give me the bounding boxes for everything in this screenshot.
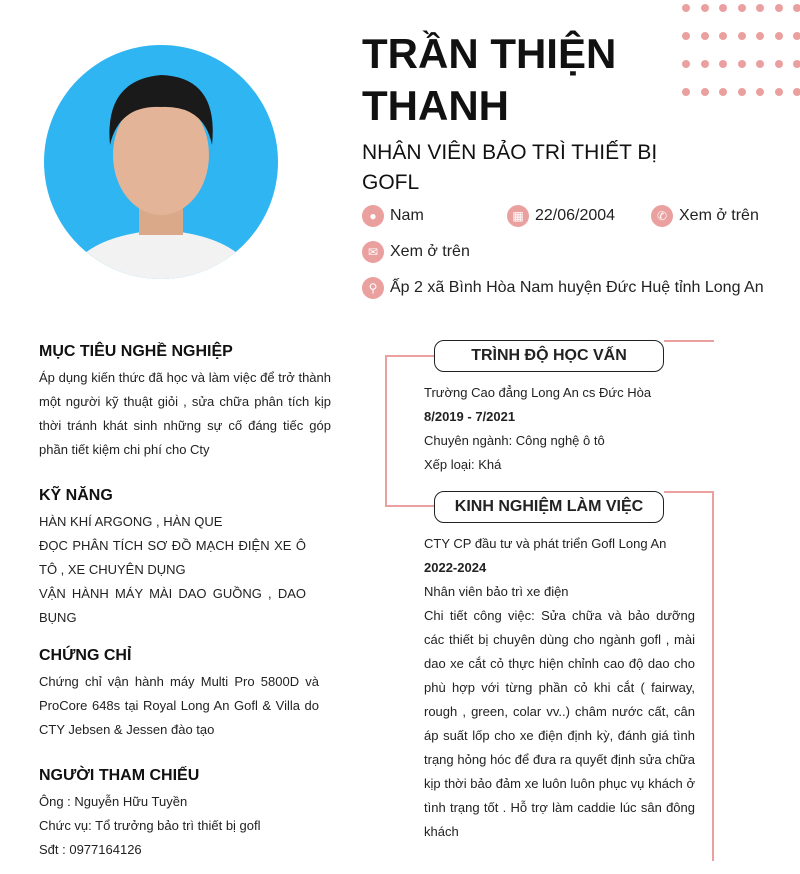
experience-section [424, 532, 695, 844]
objective-heading: MỤC TIÊU NGHỀ NGHIỆP [39, 343, 233, 360]
major: Chuyên ngành: Công nghệ ô tô [424, 433, 605, 448]
timeline-line [385, 355, 387, 507]
school: Trường Cao đẳng Long An cs Đức Hòa [424, 385, 652, 400]
timeline-line [664, 340, 714, 342]
reference-section [39, 767, 339, 862]
certs-section [39, 647, 319, 742]
full-name: TRẦN THIỆN THANH [362, 30, 617, 129]
profile-photo [44, 45, 278, 279]
timeline-line [664, 491, 714, 493]
certs-heading: CHỨNG CHỈ [39, 647, 132, 664]
reference-line: Chức vụ: Tổ trưởng bảo trì thiết bị gofl [39, 818, 261, 833]
gender: ● Nam [362, 204, 424, 228]
address: ⚲ Ấp 2 xã Bình Hòa Nam huyện Đức Huệ tỉnh Long An [362, 276, 764, 300]
skill-item: HÀN KHÍ ARGONG , HÀN QUE [39, 514, 223, 529]
job-title: NHÂN VIÊN BẢO TRÌ THIẾT BỊ GOFL [362, 141, 658, 194]
timeline-line [712, 491, 714, 861]
objective-text: Áp dụng kiến thức đã học và làm việc để trở thành một người kỹ thuật giỏi , sửa chữa phân tích kịp thời tránh khát sinh những sự cố đáng tiếc góp phần tiết kiệm chi phí cho Cty [39, 370, 331, 457]
job-details: Chi tiết công việc: Sửa chữa và bảo dưỡng các thiết bị chuyên dùng cho ngành gofl , mài dao xe cắt cỏ thực hiện chỉnh cao độ dao cho phù hợp với từng phần cỏ khi cắt ( fairway, rough , green, colar vv..) châm nước cất, cân áp suất lốp cho xe điện định kỳ, đánh giá tình trạng hỏng hóc để đưa ra quyết định sửa chữa kịp thời bảo đảm xe luôn luôn phục vụ khách ở tình trạng tốt . Hỗ trợ làm caddie lúc sân đông khách [424, 608, 695, 839]
email: ✉ Xem ở trên [362, 240, 470, 264]
reference-line: Sđt : 0977164126 [39, 842, 142, 857]
timeline-line [385, 505, 435, 507]
skills-heading: KỸ NĂNG [39, 487, 113, 504]
company: CTY CP đầu tư và phát triển Gofl Long An [424, 536, 667, 551]
skills-section [39, 487, 306, 630]
skill-item: VẬN HÀNH MÁY MÀI DAO GUỒNG , DAO BỤNG [39, 586, 306, 625]
experience-period: 2022-2024 [424, 560, 487, 575]
reference-heading: NGƯỜI THAM CHIẾU [39, 767, 200, 784]
birthday: ▦ 22/06/2004 [507, 204, 615, 228]
reference-line: Ông : Nguyễn Hữu Tuyền [39, 794, 188, 809]
phone-icon: ✆ [651, 205, 673, 227]
education-period: 8/2019 - 7/2021 [424, 409, 516, 424]
education-heading: TRÌNH ĐỘ HỌC VẤN [434, 340, 664, 372]
mail-icon: ✉ [362, 241, 384, 263]
objective-section [39, 343, 331, 462]
experience-heading: KINH NGHIỆM LÀM VIỆC [434, 491, 664, 523]
decorative-dots [680, 2, 800, 114]
grade: Xếp loại: Khá [424, 457, 502, 472]
calendar-icon: ▦ [507, 205, 529, 227]
location-pin-icon: ⚲ [362, 277, 384, 299]
position: Nhân viên bảo trì xe điện [424, 584, 569, 599]
user-icon: ● [362, 205, 384, 227]
certs-text: Chứng chỉ vận hành máy Multi Pro 5800D và ProCore 648s tại Royal Long An Gofl & Villa do CTY Jebsen & Jessen đào tạo [39, 674, 319, 737]
education-section [424, 381, 714, 477]
phone: ✆ Xem ở trên [651, 204, 759, 228]
timeline-line [385, 355, 435, 357]
skill-item: ĐỌC PHÂN TÍCH SƠ ĐỒ MẠCH ĐIỆN XE Ô TÔ , XE CHUYÊN DỤNG [39, 538, 306, 577]
